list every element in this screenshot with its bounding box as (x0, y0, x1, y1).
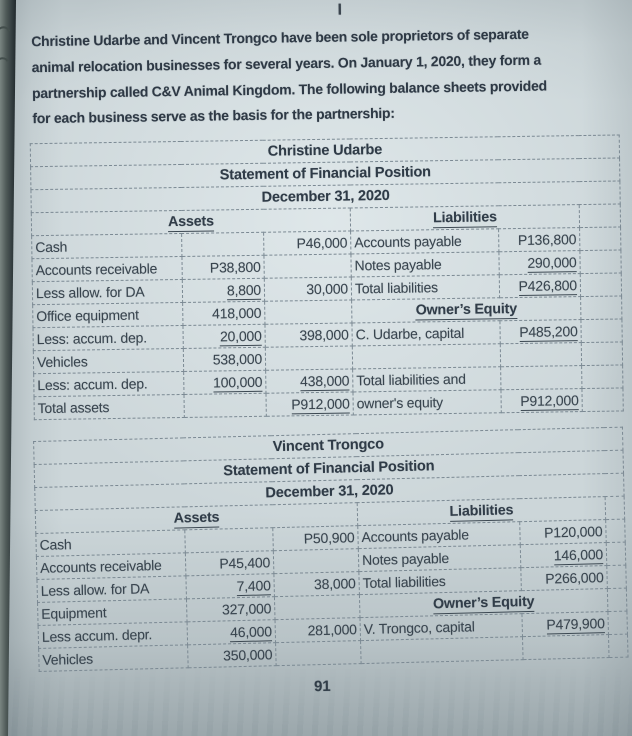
amount-inner: 7,400 (186, 574, 275, 599)
amount-inner: 350,000 (188, 643, 277, 668)
capital-amount: P485,200 (500, 320, 581, 344)
statement-date: December 31, 2020 (31, 181, 620, 213)
total-liabilities-equity-amount: P912,000 (501, 389, 582, 413)
empty-cell (581, 342, 622, 366)
intro-paragraph (31, 20, 624, 132)
amount-inner: 8,800 (182, 278, 264, 302)
account-label: Less accum. depr. (38, 622, 188, 649)
account-label: Cash (32, 234, 182, 259)
empty-cell (581, 296, 622, 320)
intro-line: partnership called C&V Animal Kingdom. The following balance sheets provided (31, 77, 547, 101)
amount-inner (185, 528, 274, 553)
account-label: Less: accum. dep. (34, 372, 184, 397)
amount-outer: 398,000 (265, 323, 352, 347)
intro-line: Christine Udarbe and Vincent Trongco have been sole proprietors of separate (31, 25, 529, 50)
empty-cell (582, 365, 623, 389)
amount-outer (265, 346, 352, 370)
amount-inner: 327,000 (186, 597, 275, 622)
account-label: Accounts receivable (32, 257, 182, 282)
empty-cell (608, 611, 628, 634)
amount-inner: 20,000 (183, 324, 265, 348)
liability-label: Total liabilities (359, 568, 522, 595)
liability-label: owner's equity (353, 390, 501, 415)
amount-inner (182, 232, 264, 256)
amount-outer (276, 641, 362, 666)
empty-cell (579, 204, 620, 228)
liability-amount: P120,000 (520, 520, 607, 545)
amount-outer: 281,000 (275, 618, 361, 643)
balance-sheet-udarbe (30, 135, 624, 421)
liability-label (352, 344, 500, 369)
total-assets-label: Total assets (34, 395, 184, 420)
liability-amount (501, 366, 582, 390)
amount-inner: 100,000 (184, 370, 266, 394)
total-assets-amount: P912,000 (266, 392, 353, 416)
intro-line: for each business serve as the basis for the partnership: (32, 105, 395, 127)
empty-cell (606, 542, 626, 565)
empty-cell (607, 588, 627, 611)
liability-label: Total liabilities (351, 275, 499, 300)
assets-section-header: Assets (35, 503, 357, 534)
statement-owner-title: Vincent Trongco (34, 427, 623, 464)
liability-amount (523, 635, 610, 660)
empty-cell (608, 634, 628, 657)
amount-outer (264, 254, 351, 278)
amount-outer: P50,900 (273, 526, 359, 551)
liabilities-section-header: Liabilities (357, 497, 605, 526)
amount-outer (273, 549, 359, 574)
empty-cell (580, 227, 621, 251)
statement-owner-title: Christine Udarbe (30, 135, 619, 167)
amount-inner (184, 393, 266, 417)
liability-label (361, 637, 524, 664)
capital-label: C. Udarbe, capital (352, 321, 500, 346)
account-label: Less allow. for DA (37, 576, 187, 603)
account-label: Vehicles (39, 645, 189, 672)
amount-inner: 46,000 (187, 620, 276, 645)
empty-cell (605, 496, 625, 519)
account-label: Office equipment (33, 303, 183, 328)
equity-section-header: Owner’s Equity (359, 589, 607, 618)
empty-cell (580, 273, 621, 297)
account-label: Less allow. for DA (32, 280, 182, 305)
amount-inner: 538,000 (183, 347, 265, 371)
account-label: Vehicles (33, 349, 183, 374)
liability-amount (500, 343, 581, 367)
empty-cell (606, 519, 626, 542)
liability-amount: P266,000 (521, 566, 608, 591)
equity-section-header: Owner’s Equity (352, 297, 581, 323)
amount-outer (274, 595, 360, 620)
empty-cell (582, 388, 623, 412)
liability-label: Total liabilities and (353, 367, 501, 392)
empty-cell (607, 565, 627, 588)
empty-cell (581, 319, 622, 343)
liability-label: Notes payable (351, 252, 499, 277)
problem-number: I (337, 1, 343, 19)
account-label: Equipment (38, 599, 188, 626)
amount-outer: 38,000 (274, 572, 360, 597)
amount-outer (265, 300, 352, 324)
amount-outer: 30,000 (264, 277, 351, 301)
liability-amount: 290,000 (499, 251, 580, 275)
amount-inner: P38,800 (182, 255, 264, 279)
page-number: 91 (313, 678, 331, 696)
empty-cell (580, 250, 621, 274)
capital-label: V. Trongco, capital (360, 614, 523, 641)
liabilities-section-header: Liabilities (350, 205, 579, 231)
amount-inner: 418,000 (183, 301, 265, 325)
liability-amount: 146,000 (520, 543, 607, 568)
liability-label: Notes payable (358, 545, 521, 572)
account-label: Accounts receivable (36, 553, 186, 580)
amount-outer: 438,000 (266, 369, 353, 393)
statement-subtitle: Statement of Financial Position (31, 158, 620, 190)
intro-line: animal relocation businesses for several years. On January 1, 2020, they form a (31, 51, 542, 75)
balance-sheet-trongco (33, 427, 629, 672)
assets-section-header: Assets (31, 208, 350, 236)
liability-amount: P426,800 (499, 274, 580, 298)
account-label: Cash (36, 530, 186, 557)
liability-amount: P136,800 (499, 228, 580, 252)
account-label: Less: accum. dep. (33, 326, 183, 351)
liability-label: Accounts payable (351, 229, 499, 254)
statement-subtitle: Statement of Financial Position (34, 450, 623, 487)
capital-amount: P479,900 (522, 612, 609, 637)
amount-inner: P45,400 (185, 551, 274, 576)
amount-outer: P46,000 (264, 231, 351, 255)
liability-label: Accounts payable (358, 522, 521, 549)
statement-date: December 31, 2020 (35, 473, 624, 510)
